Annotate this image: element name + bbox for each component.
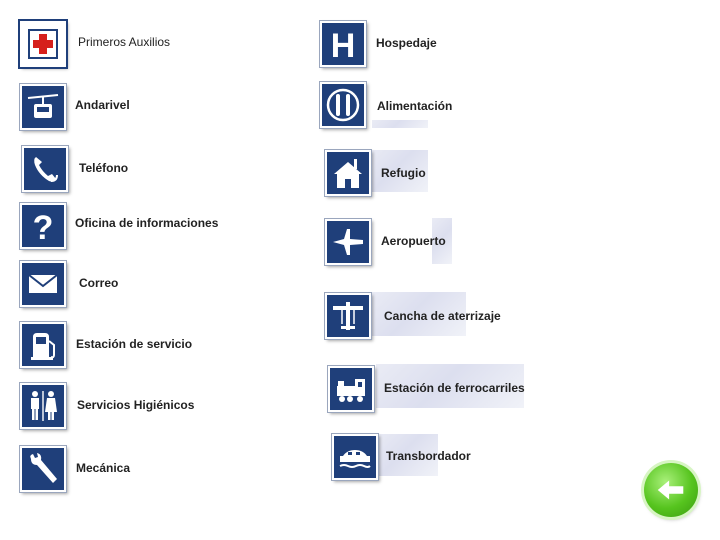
- wrench-icon: [25, 451, 61, 487]
- question-mark-icon: [25, 208, 61, 244]
- information-label: Oficina de informaciones: [75, 216, 219, 230]
- telephone-label: Teléfono: [79, 161, 129, 175]
- information-sign[interactable]: [20, 203, 66, 249]
- food-sign[interactable]: [320, 82, 366, 128]
- railway-sign[interactable]: [328, 366, 374, 412]
- telephone-icon: [27, 151, 63, 187]
- cable-car-icon: [25, 89, 61, 125]
- ferry-icon: [337, 439, 373, 475]
- restroom-sign[interactable]: [20, 383, 66, 429]
- service-station-sign[interactable]: [20, 322, 66, 368]
- fuel-pump-icon: [25, 327, 61, 363]
- airstrip-label: Cancha de aterrizaje: [384, 309, 501, 323]
- airport-label: Aeropuerto: [381, 234, 446, 248]
- svg-text:?: ?: [32, 209, 54, 244]
- first-aid-sign[interactable]: [20, 21, 66, 67]
- airstrip-plane-icon: [330, 298, 366, 334]
- railway-label: Estación de ferrocarriles: [384, 381, 525, 395]
- food-label: Alimentación: [377, 99, 453, 113]
- hotel-icon: [325, 26, 361, 62]
- shelter-label: Refugio: [381, 166, 426, 180]
- ferry-sign[interactable]: [332, 434, 378, 480]
- back-arrow-icon: [654, 473, 688, 507]
- svg-text:H: H: [330, 27, 356, 62]
- train-icon: [333, 371, 369, 407]
- lodging-label: Hospedaje: [376, 36, 437, 50]
- restroom-icon: [25, 388, 61, 424]
- ferry-label: Transbordador: [386, 449, 471, 463]
- mail-label: Correo: [79, 276, 119, 290]
- airstrip-sign[interactable]: [325, 293, 371, 339]
- fork-knife-icon: [325, 87, 361, 123]
- cable-car-sign[interactable]: [20, 84, 66, 130]
- first-aid-label: Primeros Auxilios: [78, 35, 171, 49]
- restroom-label: Servicios Higiénicos: [77, 398, 195, 412]
- mechanic-sign[interactable]: [20, 446, 66, 492]
- lodging-sign[interactable]: [320, 21, 366, 67]
- airplane-icon: [330, 224, 366, 260]
- airport-sign[interactable]: [325, 219, 371, 265]
- cable-car-label: Andarivel: [75, 98, 130, 112]
- service-station-label: Estación de servicio: [76, 337, 193, 351]
- shelter-sign[interactable]: [325, 150, 371, 196]
- telephone-sign[interactable]: [22, 146, 68, 192]
- watermark-patch: [372, 120, 428, 128]
- mechanic-label: Mecánica: [76, 461, 131, 475]
- envelope-icon: [25, 266, 61, 302]
- mail-sign[interactable]: [20, 261, 66, 307]
- shelter-house-icon: [330, 155, 366, 191]
- back-button[interactable]: [644, 463, 698, 517]
- first-aid-icon: [25, 26, 61, 62]
